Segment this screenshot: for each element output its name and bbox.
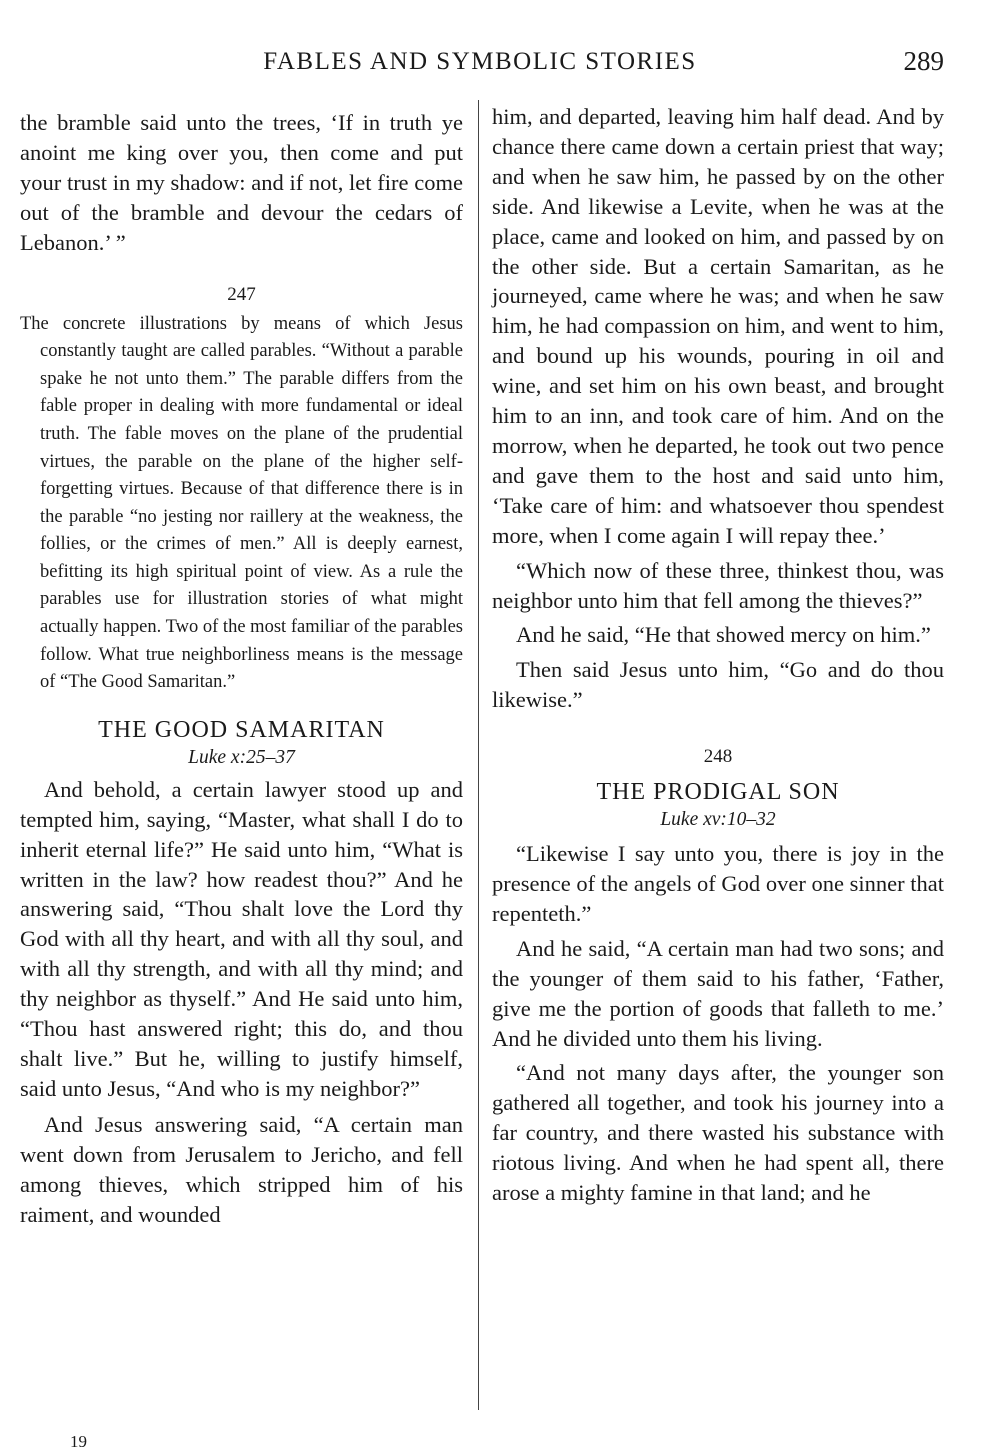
story-title-good-samaritan: THE GOOD SAMARITAN xyxy=(98,716,385,743)
body-paragraph: “Which now of these three, thinkest thou, was neighbor unto him that fell among the thieves?” xyxy=(492,557,944,613)
citation-luke-15: Luke xv:10–32 xyxy=(660,809,776,831)
parable-introduction: The concrete illustrations by means of which Jesus constantly taught are called parables. “Without a parable spake he not unto them.” The parable differs from the fable proper in dealing with more fundamental or ideal truth. The fable moves on the plane of the prudential virtues, the parable on the plane of the higher self-forgetting virtues. Because of that difference there is in the parable “no jesting nor raillery at the weakness, the follies, or the crimes of men.” All is deeply earnest, befitting its high spiritual point of view. As a rule the parables use for illustration stories of what might actually happen. Two of the most familiar of the parables follow. What true neighborliness means is the message of “The Good Samaritan.” xyxy=(20,313,463,693)
body-paragraph: And behold, a certain lawyer stood up and tempted him, saying, “Master, what shall I do to inherit eternal life?” He said unto him, “What is written in the law? how readest thou?” And he answering said, “Thou shalt love the Lord thy God with all thy heart, and with all thy soul, and with all thy strength, and with all thy mind; and thy neighbor as thyself.” And He said unto him, “Thou hast answered right; this do, and thou shalt live.” But he, willing to justify himself, said unto Jesus, “And who is my neighbor?” xyxy=(20,776,463,1101)
page-number: 289 xyxy=(903,46,944,76)
left-column xyxy=(20,108,463,1229)
body-paragraph: And he said, “A certain man had two sons; and the younger of them said to his father, ‘Father, give me the portion of goods that falleth to me.’ And he divided unto them his living. xyxy=(492,935,944,1051)
citation-luke-10: Luke x:25–37 xyxy=(188,746,295,768)
story-title-prodigal-son: THE PRODIGAL SON xyxy=(596,779,840,806)
column-divider xyxy=(478,100,479,1410)
body-paragraph: “Likewise I say unto you, there is joy in the presence of the angels of God over one sinner that repenteth.” xyxy=(492,841,944,926)
section-number-248: 248 xyxy=(703,746,733,768)
running-title: FABLES AND SYMBOLIC STORIES xyxy=(263,48,697,75)
body-paragraph: And Jesus answering said, “A certain man went down from Jerusalem to Jericho, and fell among thieves, which stripped him of his raiment, and wounded xyxy=(20,1111,463,1227)
body-paragraph: “And not many days after, the younger son gathered all together, and took his journey into a far country, and there wasted his substance with riotous living. And when he had spent all, there arose a mighty famine in that land; and he xyxy=(492,1060,944,1206)
body-paragraph: him, and departed, leaving him half dead. And by chance there came down a certain priest that way; and when he saw him, he passed by on the other side. And likewise a Levite, when he was at the place, came and looked on him, and passed by on the other side. But a certain Samaritan, as he journeyed, came where he was; and when he saw him, he had compassion on him, and went to him, and bound up his wounds, pouring in oil and wine, and set him on his own beast, and brought him to an inn, and took care of him. And on the morrow, when he departed, he took out two pence and gave them to the host and said unto him, ‘Take care of him: and whatsoever thou spendest more, when I come again I will repay thee.’ xyxy=(492,104,944,548)
page-header xyxy=(0,44,1000,84)
body-paragraph: Then said Jesus unto him, “Go and do thou likewise.” xyxy=(492,657,944,713)
body-paragraph: And he said, “He that showed mercy on him.” xyxy=(516,622,931,648)
right-column xyxy=(492,102,944,1208)
signature-mark: 19 xyxy=(70,1432,87,1451)
continuation-paragraph: the bramble said unto the trees, ‘If in truth ye anoint me king over you, then come and put your trust in my shadow: and if not, let fire come out of the bramble and devour the cedars of Lebanon.’ ” xyxy=(20,110,463,255)
section-number-247: 247 xyxy=(227,283,256,305)
